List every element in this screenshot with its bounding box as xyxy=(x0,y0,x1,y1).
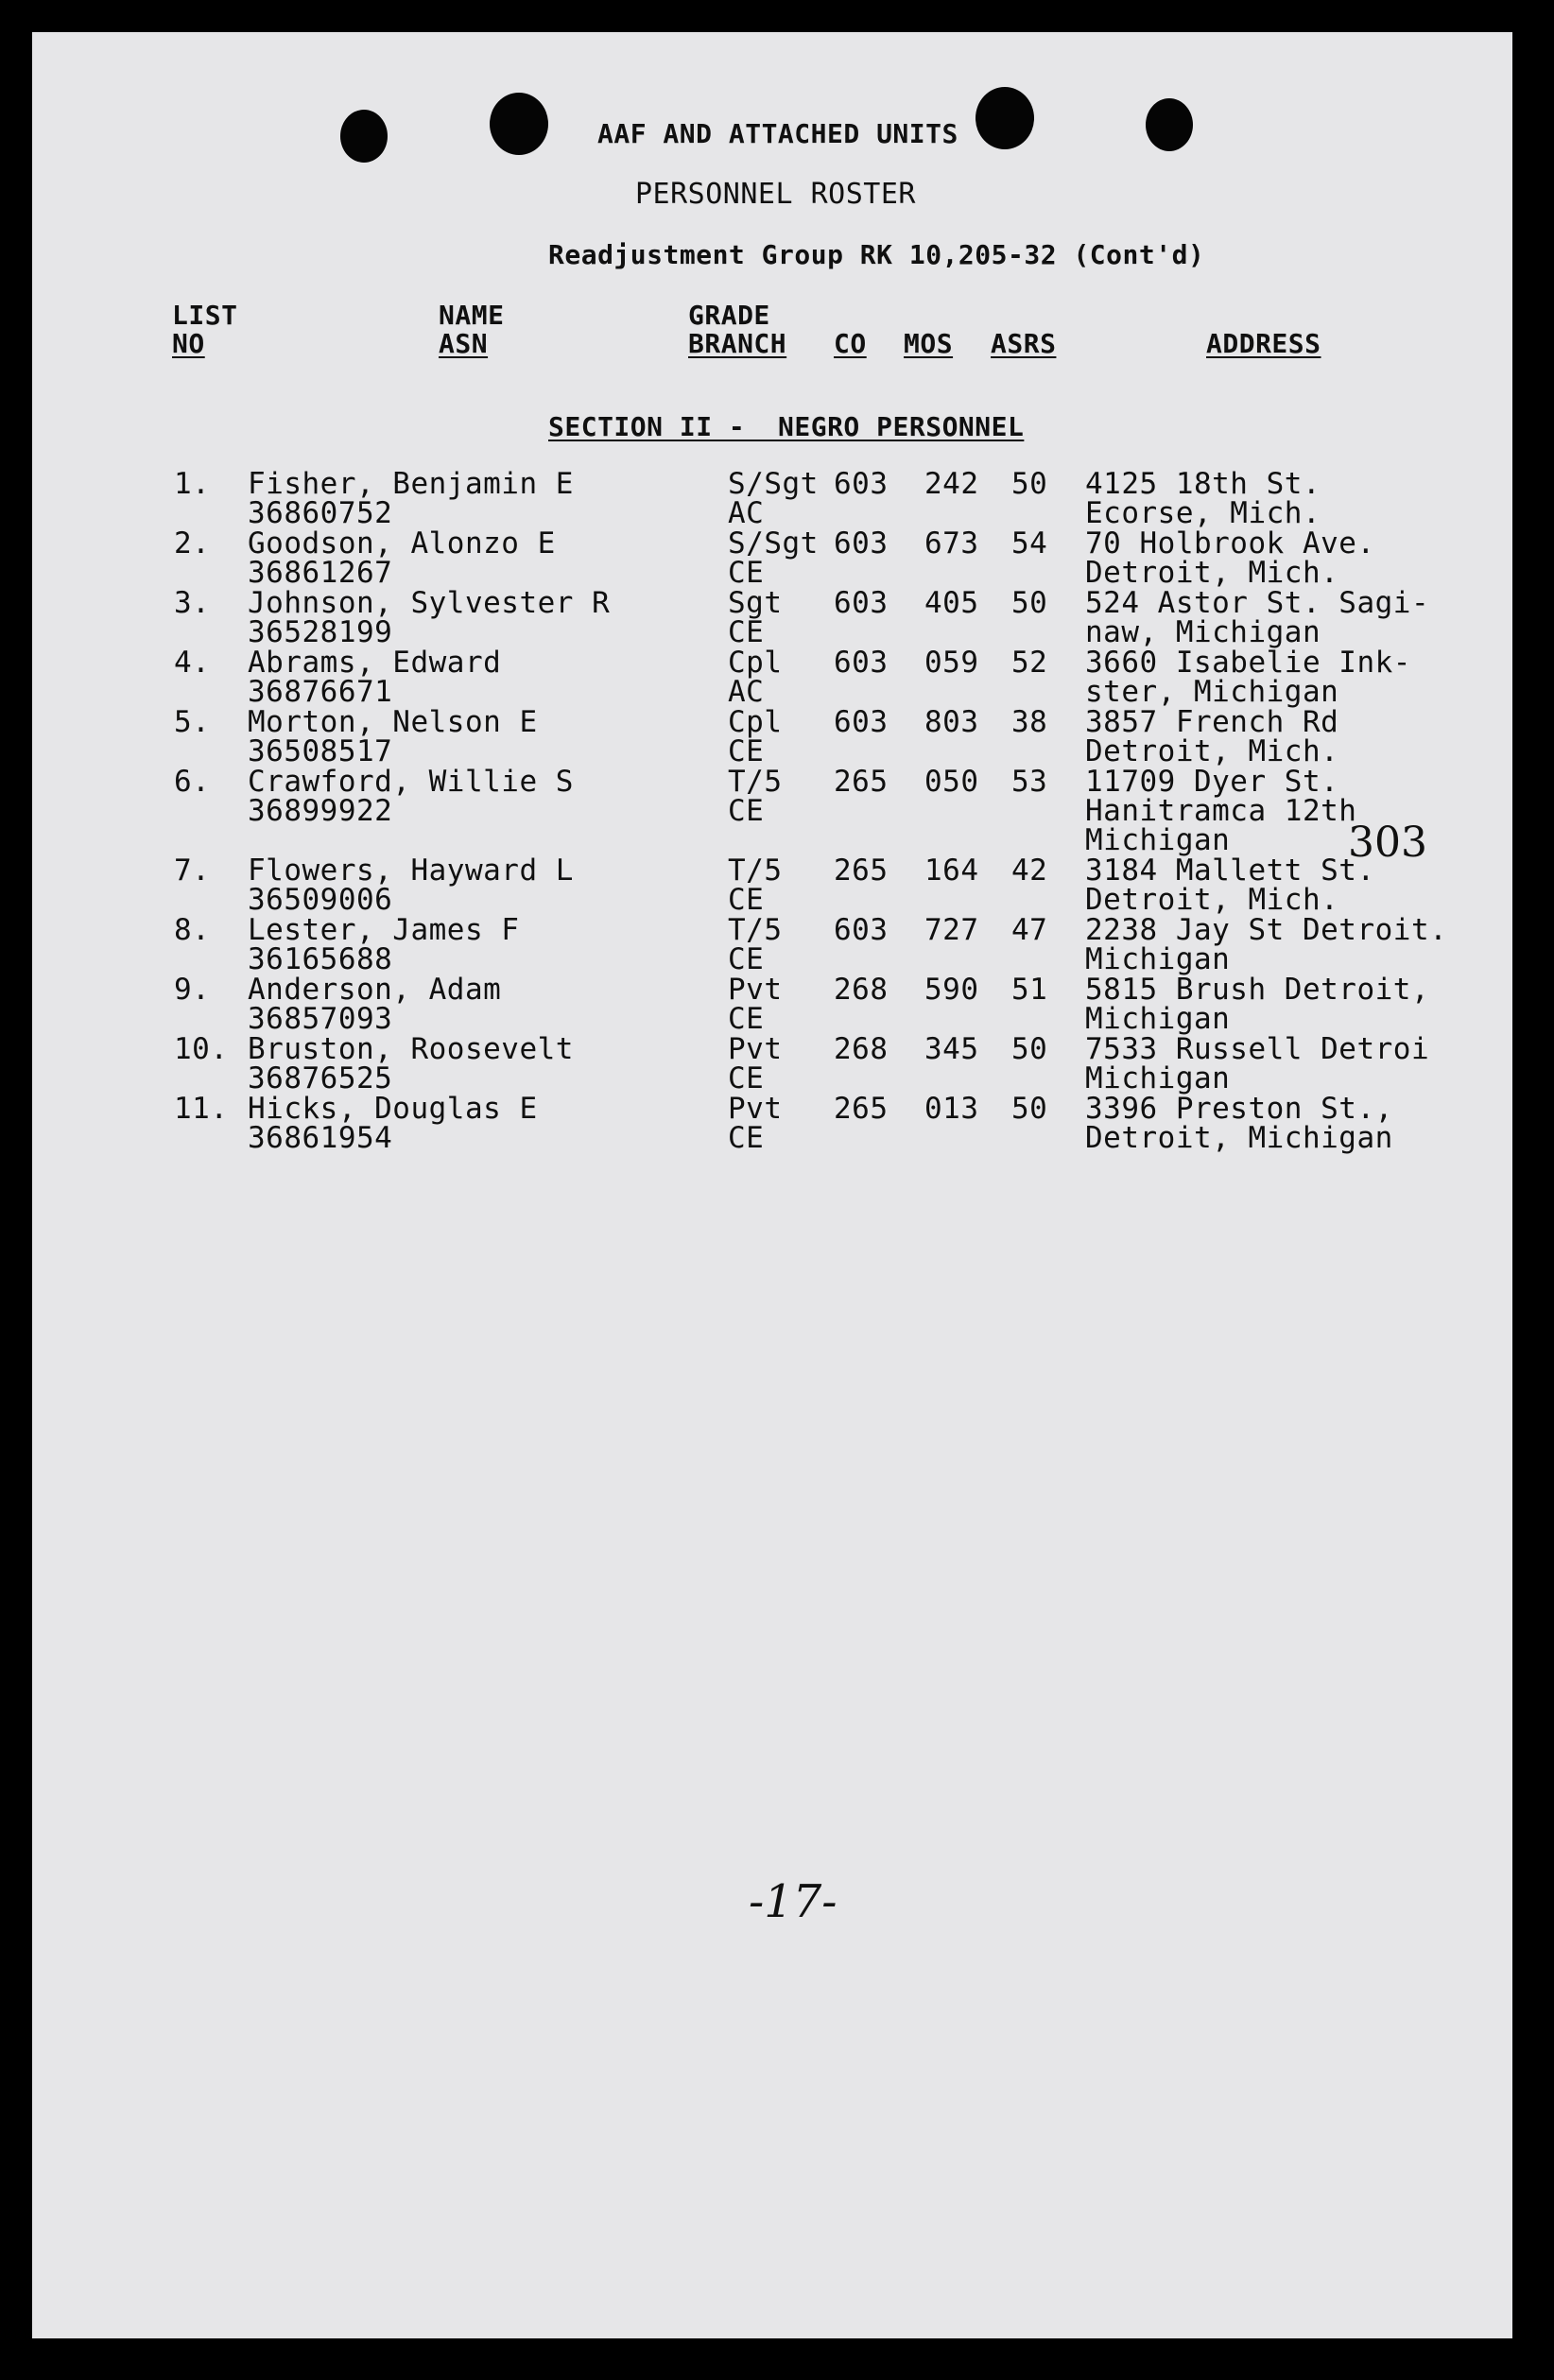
punch-hole-mid-right xyxy=(976,87,1034,149)
entry-name: Bruston, Roosevelt xyxy=(248,1032,574,1066)
entry-name: Morton, Nelson E xyxy=(248,705,538,739)
entry-branch: CE xyxy=(728,942,765,976)
entry-grade: Pvt xyxy=(728,1032,783,1066)
entry-co: 268 xyxy=(834,973,889,1007)
entry-co: 603 xyxy=(834,646,889,680)
title-line-2: PERSONNEL ROSTER xyxy=(635,178,916,211)
entry-co: 265 xyxy=(834,765,889,799)
entry-asn: 36876671 xyxy=(248,675,393,709)
entry-grade: T/5 xyxy=(728,854,783,888)
entry-asrs: 50 xyxy=(1011,1032,1048,1066)
entry-name: Goodson, Alonzo E xyxy=(248,526,556,561)
entry-name: Hicks, Douglas E xyxy=(248,1092,538,1126)
entry-asrs: 42 xyxy=(1011,854,1048,888)
entry-asrs: 47 xyxy=(1011,913,1048,947)
entry-name: Crawford, Willie S xyxy=(248,765,574,799)
entry-number: 5. xyxy=(174,705,211,739)
entry-co: 603 xyxy=(834,586,889,620)
col-header-mos: MOS xyxy=(904,328,954,359)
roster-row xyxy=(32,1094,1512,1154)
entry-grade: T/5 xyxy=(728,765,783,799)
entry-grade: S/Sgt xyxy=(728,467,819,501)
entry-grade: Pvt xyxy=(728,1092,783,1126)
entry-asrs: 50 xyxy=(1011,467,1048,501)
entry-co: 603 xyxy=(834,467,889,501)
entry-mos: 673 xyxy=(924,526,979,561)
col-header-list: LIST xyxy=(172,300,238,331)
entry-grade: Sgt xyxy=(728,586,783,620)
col-header-branch: BRANCH xyxy=(688,328,787,359)
entry-mos: 059 xyxy=(924,646,979,680)
col-header-name: NAME xyxy=(439,300,505,331)
entry-address-line-1: 5815 Brush Detroit, xyxy=(1085,973,1430,1007)
entry-address-line-1: 524 Astor St. Sagi- xyxy=(1085,586,1430,620)
entry-grade: S/Sgt xyxy=(728,526,819,561)
entry-co: 268 xyxy=(834,1032,889,1066)
entry-asrs: 52 xyxy=(1011,646,1048,680)
entry-number: 9. xyxy=(174,973,211,1007)
col-header-asrs: ASRS xyxy=(991,328,1057,359)
entry-grade: Cpl xyxy=(728,705,783,739)
entry-asn: 36861267 xyxy=(248,556,393,590)
stamp-number: 303 xyxy=(1348,819,1427,867)
entry-branch: CE xyxy=(728,615,765,649)
entry-number: 3. xyxy=(174,586,211,620)
entry-branch: CE xyxy=(728,1121,765,1155)
entry-asn: 36528199 xyxy=(248,615,393,649)
roster-row xyxy=(32,855,1512,916)
roster-row xyxy=(32,1034,1512,1095)
col-header-no: NO xyxy=(172,328,205,359)
entry-branch: AC xyxy=(728,496,765,530)
entry-asrs: 51 xyxy=(1011,973,1048,1007)
entry-branch: CE xyxy=(728,1002,765,1036)
entry-asn: 36876525 xyxy=(248,1061,393,1095)
entry-name: Johnson, Sylvester R xyxy=(248,586,611,620)
entry-name: Fisher, Benjamin E xyxy=(248,467,574,501)
entry-mos: 405 xyxy=(924,586,979,620)
document-page xyxy=(32,32,1512,2338)
entry-address-line-2: Detroit, Michigan xyxy=(1085,1121,1393,1155)
entry-address-line-2: naw, Michigan xyxy=(1085,615,1321,649)
entry-asn: 36857093 xyxy=(248,1002,393,1036)
col-header-address: ADDRESS xyxy=(1206,328,1321,359)
roster-row xyxy=(32,588,1512,648)
entry-number: 4. xyxy=(174,646,211,680)
entry-co: 603 xyxy=(834,705,889,739)
entry-co: 603 xyxy=(834,913,889,947)
entry-address-line-2: Hanitramca 12th xyxy=(1085,794,1357,828)
entry-mos: 050 xyxy=(924,765,979,799)
entry-branch: AC xyxy=(728,675,765,709)
entry-address-line-2: Ecorse, Mich. xyxy=(1085,496,1321,530)
entry-address-line-2: ster, Michigan xyxy=(1085,675,1339,709)
entry-name: Anderson, Adam xyxy=(248,973,502,1007)
col-header-co: CO xyxy=(834,328,867,359)
page-number: -17- xyxy=(749,1875,837,1928)
entry-co: 265 xyxy=(834,854,889,888)
entry-address-line-2: Detroit, Mich. xyxy=(1085,883,1339,917)
entry-asrs: 53 xyxy=(1011,765,1048,799)
entry-asrs: 38 xyxy=(1011,705,1048,739)
entry-address-line-2: Michigan xyxy=(1085,942,1231,976)
entry-branch: CE xyxy=(728,556,765,590)
entry-number: 8. xyxy=(174,913,211,947)
entry-number: 11. xyxy=(174,1092,229,1126)
entry-address-line-1: 4125 18th St. xyxy=(1085,467,1321,501)
roster-row xyxy=(32,974,1512,1035)
entry-address-line-2: Detroit, Mich. xyxy=(1085,734,1339,768)
roster-row xyxy=(32,528,1512,589)
entry-mos: 803 xyxy=(924,705,979,739)
title-line-3: Readjustment Group RK 10,205-32 (Cont'd) xyxy=(548,239,1205,270)
entry-address-line-1: 70 Holbrook Ave. xyxy=(1085,526,1375,561)
punch-hole-right xyxy=(1146,98,1193,151)
punch-hole-mid-left xyxy=(490,93,548,155)
entry-branch: CE xyxy=(728,1061,765,1095)
entry-co: 603 xyxy=(834,526,889,561)
entry-grade: T/5 xyxy=(728,913,783,947)
entry-number: 6. xyxy=(174,765,211,799)
entry-address-line-1: 3660 Isabelie Ink- xyxy=(1085,646,1411,680)
entry-address-line-3: Michigan xyxy=(1085,823,1231,857)
entry-address-line-1: 3396 Preston St., xyxy=(1085,1092,1393,1126)
entry-asn: 36508517 xyxy=(248,734,393,768)
col-header-grade: GRADE xyxy=(688,300,770,331)
entry-name: Abrams, Edward xyxy=(248,646,502,680)
entry-number: 2. xyxy=(174,526,211,561)
entry-asn: 36509006 xyxy=(248,883,393,917)
entry-branch: CE xyxy=(728,883,765,917)
entry-address-line-1: 2238 Jay St Detroit. xyxy=(1085,913,1448,947)
entry-grade: Cpl xyxy=(728,646,783,680)
entry-address-line-2: Michigan xyxy=(1085,1061,1231,1095)
punch-hole-left xyxy=(340,110,388,163)
col-header-asn: ASN xyxy=(439,328,489,359)
entry-address-line-1: 3184 Mallett St. xyxy=(1085,854,1375,888)
entry-mos: 727 xyxy=(924,913,979,947)
entry-address-line-1: 7533 Russell Detroi xyxy=(1085,1032,1430,1066)
entry-address-line-1: 3857 French Rd xyxy=(1085,705,1339,739)
roster-row xyxy=(32,469,1512,529)
entry-number: 7. xyxy=(174,854,211,888)
entry-mos: 013 xyxy=(924,1092,979,1126)
entry-number: 10. xyxy=(174,1032,229,1066)
entry-mos: 164 xyxy=(924,854,979,888)
entry-asn: 36899922 xyxy=(248,794,393,828)
entry-name: Lester, James F xyxy=(248,913,520,947)
entry-address-line-2: Michigan xyxy=(1085,1002,1231,1036)
entry-asn: 36165688 xyxy=(248,942,393,976)
entry-number: 1. xyxy=(174,467,211,501)
entry-mos: 590 xyxy=(924,973,979,1007)
title-line-1: AAF AND ATTACHED UNITS xyxy=(597,118,958,149)
entry-branch: CE xyxy=(728,794,765,828)
entry-asn: 36861954 xyxy=(248,1121,393,1155)
entry-address-line-2: Detroit, Mich. xyxy=(1085,556,1339,590)
roster-row xyxy=(32,647,1512,708)
entry-address-line-1: 11709 Dyer St. xyxy=(1085,765,1339,799)
section-heading: SECTION II - NEGRO PERSONNEL xyxy=(548,411,1025,442)
roster-row xyxy=(32,915,1512,975)
entry-mos: 345 xyxy=(924,1032,979,1066)
entry-asrs: 50 xyxy=(1011,586,1048,620)
entry-branch: CE xyxy=(728,734,765,768)
entry-name: Flowers, Hayward L xyxy=(248,854,574,888)
roster-row xyxy=(32,707,1512,767)
entry-co: 265 xyxy=(834,1092,889,1126)
entry-grade: Pvt xyxy=(728,973,783,1007)
entry-asrs: 50 xyxy=(1011,1092,1048,1126)
entry-asrs: 54 xyxy=(1011,526,1048,561)
entry-mos: 242 xyxy=(924,467,979,501)
entry-asn: 36860752 xyxy=(248,496,393,530)
